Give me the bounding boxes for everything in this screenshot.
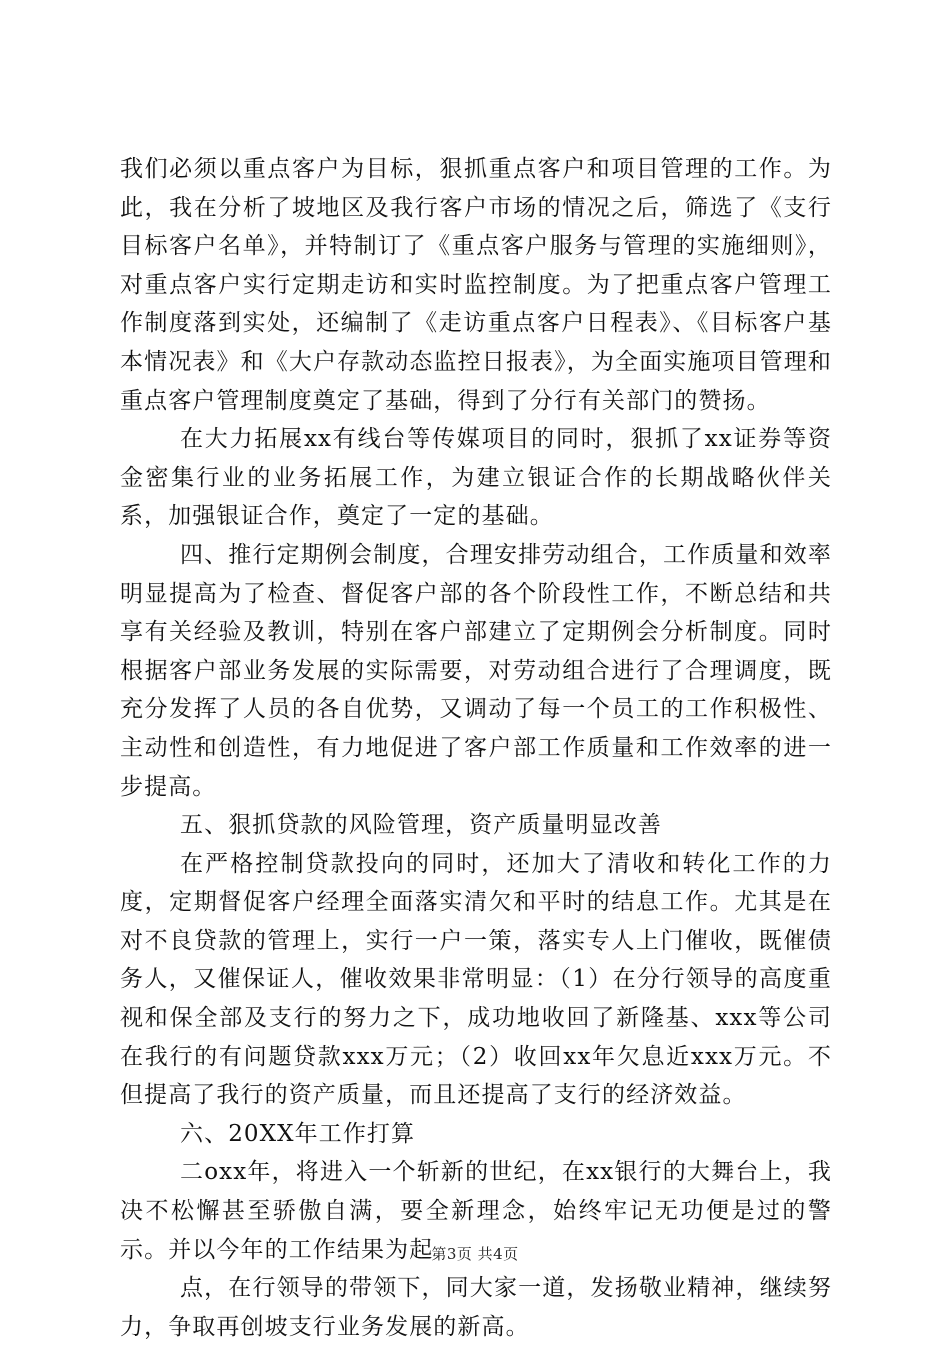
page-number-footer: 第3页 共4页 bbox=[431, 1245, 519, 1263]
paragraph-plan: 二oxx年，将进入一个斩新的世纪，在xx银行的大舞台上，我决不松懈甚至骄傲自满，要全新理念，始终牢记无功便是过的警示。并以今年的工作结果为起 bbox=[120, 1159, 832, 1263]
paragraph-plan-continued: 点，在行领导的带领下，同大家一道，发扬敬业精神，继续努力，争取再创坡支行业务发展的新高。 bbox=[120, 1275, 832, 1340]
heading-section-six: 六、20XX年工作打算 bbox=[180, 1120, 416, 1147]
paragraph-key-clients: 我们必须以重点客户为目标，狠抓重点客户和项目管理的工作。为此，我在分析了坡地区及我行客户市场的情况之后，筛选了《支行目标客户名单》，并特制订了《重点客户服务与管理的实施细则》，对重点客户实行定期走访和实时监控制度。为了把重点客户管理工作制度落到实处，还编制了《走访重点客户日程表》、《目标客户基本情况表》和《大户存款动态监控日报表》，为全面实施项目管理和重点客户管理制度奠定了基础，得到了分行有关部门的赞扬。 bbox=[120, 156, 832, 414]
paragraph-media-projects: 在大力拓展xx有线台等传媒项目的同时，狠抓了xx证券等资金密集行业的业务拓展工作，为建立银证合作的长期战略伙伴关系，加强银证合作，奠定了一定的基础。 bbox=[120, 426, 832, 530]
paragraph-section-four: 四、推行定期例会制度，合理安排劳动组合，工作质量和效率明显提高为了检查、督促客户部的各个阶段性工作，不断总结和共享有关经验及教训，特别在客户部建立了定期例会分析制度。同时根据客户部业务发展的实际需要，对劳动组合进行了合理调度，既充分发挥了人员的各自优势，又调动了每一个员工的工作积极性、主动性和创造性，有力地促进了客户部工作质量和工作效率的进一步提高。 bbox=[120, 541, 832, 800]
paragraph-loan-risk: 在严格控制贷款投向的同时，还加大了清收和转化工作的力度，定期督促客户经理全面落实清欠和平时的结息工作。尤其是在对不良贷款的管理上，实行一户一策，落实专人上门催收，既催债务人，又催保证人，催收效果非常明显：（1）在分行领导的高度重视和保全部及支行的努力之下，成功地收回了新隆基、xxx等公司在我行的有问题贷款xxx万元；（2）收回xx年欠息近xxx万元。不但提高了我行的资产质量，而且还提高了支行的经济效益。 bbox=[120, 850, 832, 1109]
heading-section-five: 五、狠抓贷款的风险管理，资产质量明显改善 bbox=[180, 812, 662, 839]
document-body bbox=[120, 150, 832, 1346]
